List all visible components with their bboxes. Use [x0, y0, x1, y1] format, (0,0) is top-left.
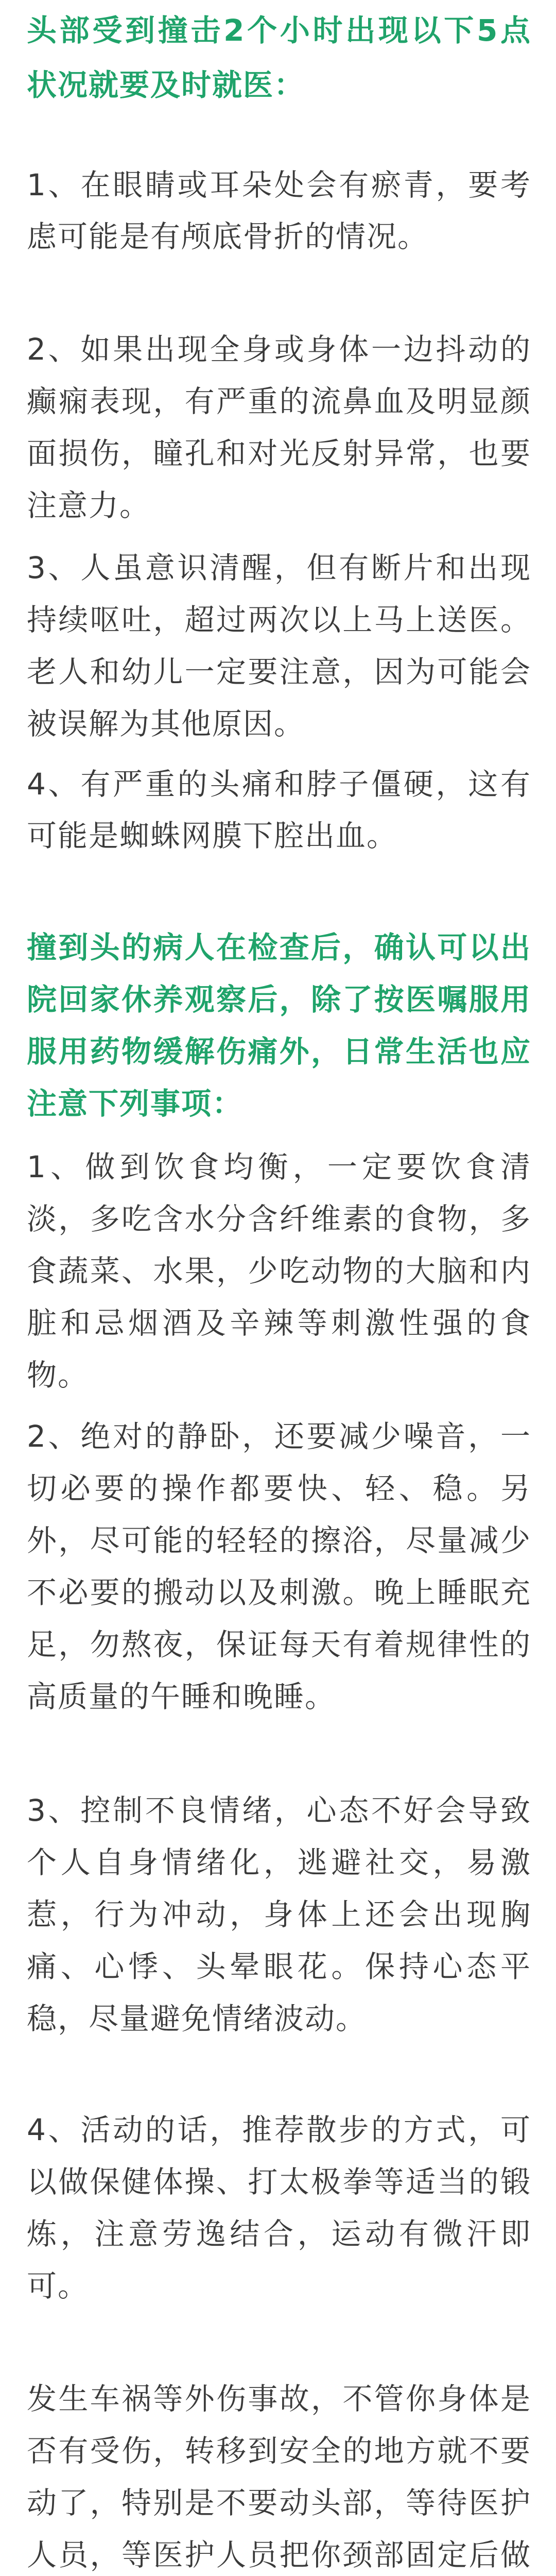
warning-point-3: 3、人虽意识清醒，但有断片和出现持续呕吐，超过两次以上马上送医。老人和幼儿一定要注意，因为可能会被误解为其他原因。	[27, 550, 531, 741]
warning-point-2: 2、如果出现全身或身体一边抖动的癫痫表现，有严重的流鼻血及明显颜面损伤，瞳孔和对光反射异常，也要注意力。	[27, 332, 531, 523]
care-point-4: 4、活动的话，推荐散步的方式，可以做保健体操、打太极拳等适当的锻炼，注意劳逸结合，运动有微汗即可。	[27, 2112, 531, 2303]
closing-paragraph-1: 发生车祸等外伤事故，不管你身体是否有受伤，转移到安全的地方就不要动了，特别是不要动头部，等待医护人员，等医护人员把你颈部固定后做	[27, 2381, 531, 2572]
intro-heading: 头部受到撞击2个小时出现以下5点状况就要及时就医：	[27, 13, 531, 103]
care-point-3: 3、控制不良情绪，心态不好会导致个人自身情绪化，逃避社交，易激惹，行为冲动，身体上还会出现胸痛、心悸、头晕眼花。保持心态平稳，尽量避免情绪波动。	[27, 1793, 531, 2036]
care-heading: 撞到头的病人在检查后，确认可以出院回家休养观察后，除了按医嘱服用服用药物缓解伤痛外，日常生活也应注意下列事项：	[27, 930, 531, 1121]
care-point-1: 1、做到饮食均衡，一定要饮食清淡，多吃含水分含纤维素的食物，多食蔬菜、水果，少吃动物的大脑和内脏和忌烟酒及辛辣等刺激性强的食物。	[27, 1149, 531, 1393]
warning-point-1: 1、在眼睛或耳朵处会有瘀青，要考虑可能是有颅底骨折的情况。	[27, 167, 531, 254]
care-point-2: 2、绝对的静卧，还要减少噪音，一切必要的操作都要快、轻、稳。另外，尽可能的轻轻的擦浴，尽量减少不必要的搬动以及刺激。晚上睡眠充足，勿熬夜，保证每天有着规律性的高质量的午睡和晚睡。	[27, 1419, 531, 1714]
warning-point-4: 4、有严重的头痛和脖子僵硬，这有可能是蜘蛛网膜下腔出血。	[27, 767, 531, 853]
